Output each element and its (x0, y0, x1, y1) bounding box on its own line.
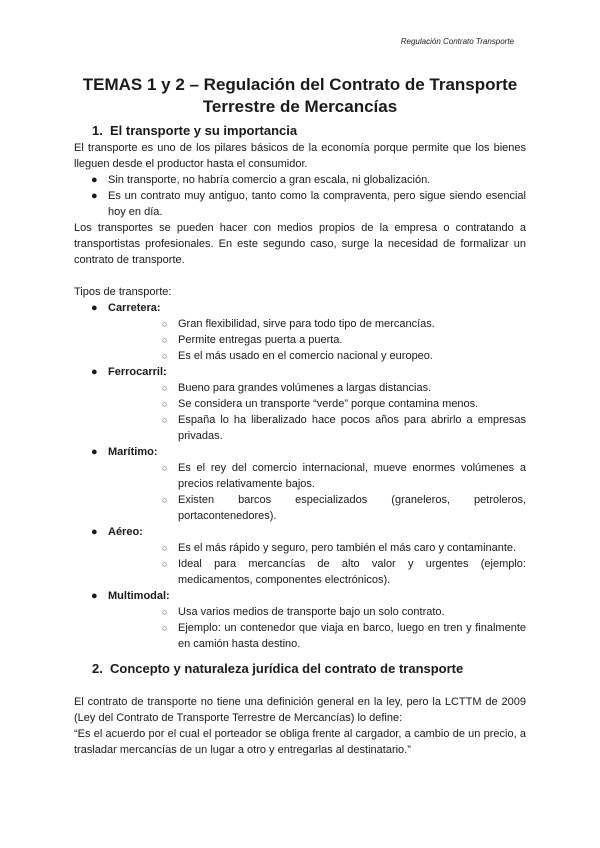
list-item: ○ Es el más usado en el comercio nacional y europeo. (162, 350, 433, 362)
bullet-icon: ● (91, 590, 98, 602)
transport-type-air: ● Aéreo: ○ Es el más rápido y seguro, pero también el más caro y contaminante. ○ Ideal para mercancías de alto valor y urgentes (ejemplo: medicamentos, componentes electrónicos). (91, 526, 526, 586)
list-item: ○ Permite entregas puerta a puerta. (162, 334, 343, 346)
circle-bullet-icon: ○ (162, 607, 168, 617)
section-1-heading (74, 122, 526, 140)
section-1-number: 1. (92, 123, 103, 138)
list-item: ○ Se considera un transporte “verde” porque contamina menos. (162, 398, 479, 410)
circle-bullet-icon: ○ (162, 383, 168, 393)
list-item: ○ Ejemplo: un contenedor que viaja en barco, luego en tren y finalmente en camión hasta destino. (162, 622, 526, 650)
section-2-heading (74, 660, 526, 678)
road-details (108, 316, 526, 364)
air-details (108, 540, 526, 588)
list-item: ○ Bueno para grandes volúmenes a largas distancias. (162, 382, 432, 394)
document-title: TEMAS 1 y 2 – Regulación del Contrato de Transporte Terrestre de Mercancías (82, 75, 518, 116)
list-item: ○ España lo ha liberalizado hace pocos años para abrirlo a empresas privadas. (162, 414, 526, 442)
transport-type-multimodal: ● Multimodal: ○ Usa varios medios de transporte bajo un solo contrato. ○ Ejemplo: un contenedor que viaja en barco, luego en tren y finalmente en camión hasta destino. (91, 590, 526, 650)
bullet-icon: ● (91, 174, 98, 186)
circle-bullet-icon: ○ (162, 415, 168, 425)
list-item: ○ Existen barcos especializados (graneleros, petroleros, portacontenedores). (162, 494, 526, 522)
circle-bullet-icon: ○ (162, 463, 168, 473)
transport-type-sea: ● Marítimo: ○ Es el rey del comercio internacional, mueve enormes volúmenes a precios relativamente bajos. ○ Existen barcos especializados (graneleros, petroleros, portacontenedores). (91, 446, 526, 522)
transport-type-road: ● Carretera: ○ Gran flexibilidad, sirve para todo tipo de mercancías. ○ Permite entregas puerta a puerta. ○ Es el más usado en el comercio nacional y europeo. (74, 300, 526, 364)
list-item: ○ Usa varios medios de transporte bajo un solo contrato. (162, 606, 445, 618)
circle-bullet-icon: ○ (162, 399, 168, 409)
transport-types-label: Tipos de transporte: (74, 286, 172, 298)
bullet-icon: ● (91, 526, 98, 538)
document-body (74, 122, 526, 758)
list-item: ● Es un contrato muy antiguo, tanto como la compraventa, pero sigue siendo esencial hoy en día. (91, 190, 526, 218)
section-1-intro: El transporte es uno de los pilares básicos de la economía porque permite que los bienes lleguen desde el productor hasta el consumidor. (74, 142, 526, 170)
definition-quote: “Es el acuerdo por el cual el porteador se obliga frente al cargador, a cambio de un precio, a trasladar mercancías de un lugar a otro y entregarlas al destinatario.” (74, 728, 526, 756)
list-item: ○ Gran flexibilidad, sirve para todo tipo de mercancías. (162, 318, 435, 330)
list-item: ○ Ideal para mercancías de alto valor y urgentes (ejemplo: medicamentos, componentes electrónicos). (162, 558, 526, 586)
circle-bullet-icon: ○ (162, 543, 168, 553)
transport-types-list (74, 300, 526, 652)
section-1-bullets (74, 172, 526, 220)
rail-details (108, 380, 526, 444)
running-header: Regulación Contrato Transporte (400, 37, 514, 46)
bullet-icon: ● (91, 446, 98, 458)
circle-bullet-icon: ○ (162, 623, 168, 633)
list-item: ● Sin transporte, no habría comercio a gran escala, ni globalización. (91, 174, 431, 186)
circle-bullet-icon: ○ (162, 351, 168, 361)
bullet-icon: ● (91, 190, 98, 202)
circle-bullet-icon: ○ (162, 559, 168, 569)
section-2-paragraph: El contrato de transporte no tiene una definición general en la ley, pero la LCTTM de 2009 (Ley del Contrato de Transporte Terrestre de Mercancías) lo define: (74, 696, 526, 724)
circle-bullet-icon: ○ (162, 319, 168, 329)
bullet-icon: ● (91, 366, 98, 378)
list-item: ○ Es el rey del comercio internacional, mueve enormes volúmenes a precios relativamente bajos. (162, 462, 526, 490)
multimodal-details (108, 604, 526, 652)
circle-bullet-icon: ○ (162, 495, 168, 505)
section-2-title: Concepto y naturaleza jurídica del contrato de transporte (110, 661, 464, 676)
sea-details (108, 460, 526, 524)
bullet-icon: ● (91, 302, 98, 314)
transport-type-rail: ● Ferrocarril: ○ Bueno para grandes volúmenes a largas distancias. ○ Se considera un transporte “verde” porque contamina menos. ○ España lo ha liberalizado hace pocos años para abrirlo a empresas privadas. (91, 366, 526, 442)
list-item: ○ Es el más rápido y seguro, pero también el más caro y contaminante. (162, 542, 517, 554)
section-1-title: El transporte y su importancia (110, 123, 298, 138)
section-2-number: 2. (92, 661, 103, 676)
circle-bullet-icon: ○ (162, 335, 168, 345)
section-1-paragraph: Los transportes se pueden hacer con medios propios de la empresa o contratando a transportistas profesionales. En este segundo caso, surge la necesidad de formalizar un contrato de transporte. (74, 222, 526, 266)
